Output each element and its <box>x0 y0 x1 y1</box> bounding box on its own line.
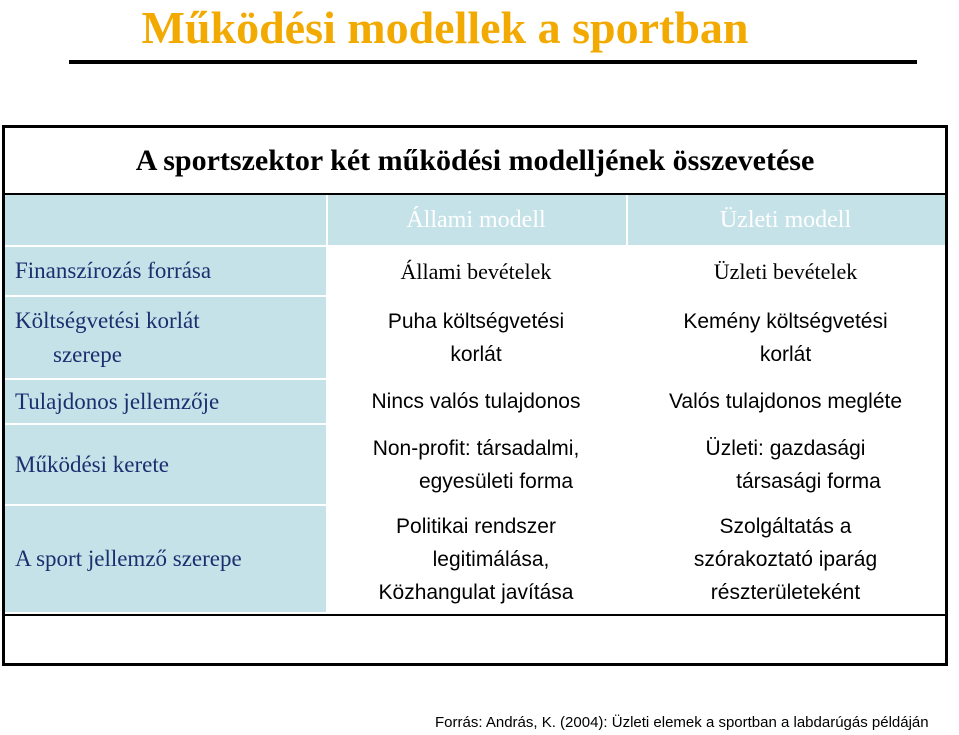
slide-title: Működési modellek a sportban <box>141 2 749 53</box>
table-bottom-rule <box>5 614 945 616</box>
row-label-line: Költségvetési korlát <box>15 307 200 333</box>
cell-line: társasági forma <box>736 469 881 493</box>
cell-state-framework <box>326 425 626 504</box>
cell-line: részterületeként <box>710 580 861 604</box>
cell-line: Kemény költségvetési <box>683 309 888 333</box>
source-citation: Forrás: András, K. (2004): Üzleti elemek a sportban a labdarúgás példáján <box>435 714 929 731</box>
cell-line: korlát <box>450 342 502 366</box>
cell-line: szórakoztató iparág <box>693 547 878 571</box>
cell-business-framework <box>626 425 945 504</box>
comparison-table <box>2 125 948 666</box>
row-label-line: szerepe <box>53 341 122 367</box>
cell-state-funding: Állami bevételek <box>400 258 552 284</box>
column-header-business: Üzleti modell <box>626 195 945 245</box>
cell-state-owner: Nincs valós tulajdonos <box>371 390 581 413</box>
cell-business-sport-role <box>626 506 945 612</box>
row-label-sport-role: A sport jellemző szerepe <box>15 546 242 571</box>
column-header-state: Állami modell <box>326 195 626 245</box>
cell-line: egyesületi forma <box>418 469 574 493</box>
title-divider <box>69 60 917 64</box>
cell-line: Politikai rendszer <box>396 514 556 538</box>
cell-business-funding: Üzleti bevételek <box>713 258 858 284</box>
row-label-funding: Finanszírozás forrása <box>15 258 212 283</box>
table-heading: A sportszektor két működési modelljének összevetése <box>5 128 945 195</box>
cell-line: Non-profit: társadalmi, <box>372 436 580 460</box>
cell-business-owner: Valós tulajdonos megléte <box>668 390 903 413</box>
cell-state-budget-constraint <box>326 297 626 378</box>
cell-line: Közhangulat javítása <box>378 580 574 604</box>
row-label-framework: Működési kerete <box>15 451 169 477</box>
cell-line: legitimálása, <box>432 547 550 571</box>
cell-line: Puha költségvetési <box>387 309 565 333</box>
cell-line: Üzleti: gazdasági <box>705 436 866 460</box>
cell-business-budget-constraint <box>626 297 945 378</box>
cell-state-sport-role <box>326 506 626 612</box>
row-label-owner: Tulajdonos jellemzője <box>15 388 220 414</box>
row-label-budget-constraint <box>5 297 326 378</box>
cell-line: Szolgáltatás a <box>719 514 852 538</box>
cell-line: korlát <box>759 342 812 366</box>
